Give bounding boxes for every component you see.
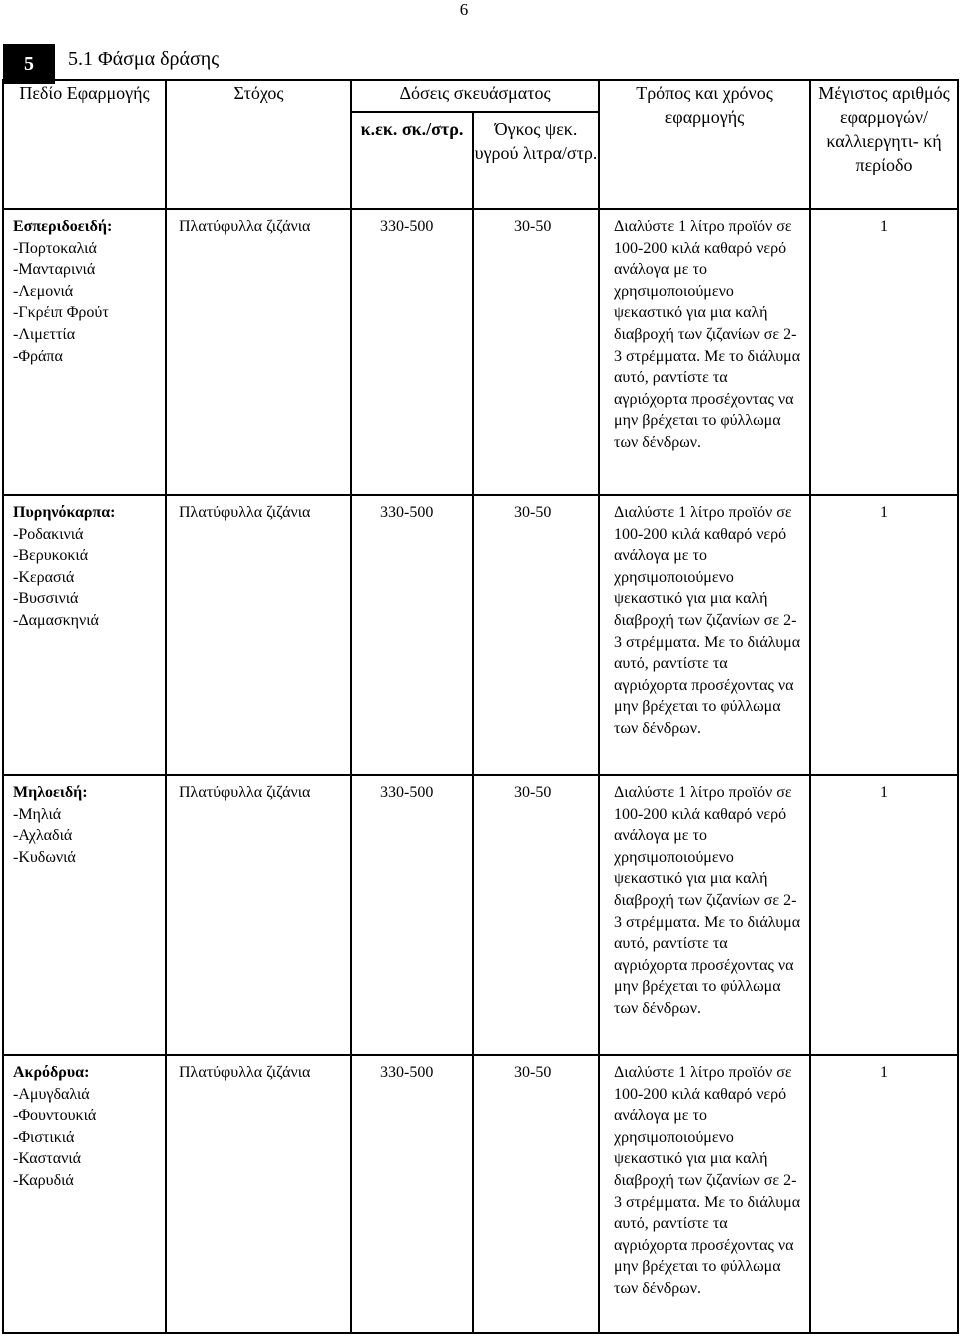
action-spectrum-table [2,79,959,1334]
crop-item: -Φράπα [13,347,63,365]
crop-item: -Κερασιά [13,568,75,586]
crop-item: -Καστανιά [13,1150,82,1168]
crop-item: -Φουντουκιά [13,1107,97,1125]
table-row [3,495,958,775]
max-applications-cell: 1 [810,1055,958,1333]
crop-item: -Αχλαδιά [13,827,73,845]
section-number-badge: 5 [3,44,55,84]
header-dose-per-stremma: κ.εκ. σκ./στρ. [351,112,473,209]
crop-item: -Βερυκοκιά [13,547,89,565]
crop-item: -Αμυγδαλιά [13,1085,90,1103]
max-applications-cell: 1 [810,495,958,775]
table-row [3,209,958,495]
crop-item: -Πορτοκαλιά [13,239,97,257]
max-applications-cell: 1 [810,209,958,495]
method-cell: Διαλύστε 1 λίτρο προϊόν σε 100-200 κιλά καθαρό νερό ανάλογα με το χρησιμοποιούμενο ψεκαστικό για μια καλή διαβροχή των ζιζανίων σε 2-3 στρέμματα. Με το διάλυμα αυτό, ραντίστε τα αγριόχορτα προσέχοντας να μην βρέχεται το φύλλωμα των δένδρων. [599,495,810,775]
crop-cell [3,1055,166,1333]
dose-cell: 330-500 [351,1055,473,1333]
table-row [3,1055,958,1333]
crop-item: -Δαμασκηνιά [13,611,99,629]
section-title: 5.1 Φάσμα δράσης [68,48,220,70]
crop-group-label: Ακρόδρυα: [13,1064,90,1081]
crop-item: -Βυσσινιά [13,590,79,608]
header-spray-volume: Όγκος ψεκ. υγρού λιτρα/στρ. [473,112,599,209]
crop-cell [3,209,166,495]
crop-group-label: Μηλοειδή: [13,784,88,801]
crop-item: -Μηλιά [13,805,62,823]
target-cell: Πλατύφυλλα ζιζάνια [166,209,351,495]
header-max-applications: Μέγιστος αριθμός εφαρμογών/ καλλιεργητι- κή περίοδο [810,80,958,209]
crop-item: -Καρυδιά [13,1171,74,1189]
crop-item: -Λιμεττία [13,325,76,343]
max-applications-cell: 1 [810,775,958,1055]
crop-item: -Λεμονιά [13,282,74,300]
crop-item: -Μανταρινιά [13,261,96,279]
dose-cell: 330-500 [351,495,473,775]
target-cell: Πλατύφυλλα ζιζάνια [166,1055,351,1333]
method-cell: Διαλύστε 1 λίτρο προϊόν σε 100-200 κιλά καθαρό νερό ανάλογα με το χρησιμοποιούμενο ψεκαστικό για μια καλή διαβροχή των ζιζανίων σε 2-3 στρέμματα. Με το διάλυμα αυτό, ραντίστε τα αγριόχορτα προσέχοντας να μην βρέχεται το φύλλωμα των δένδρων. [599,1055,810,1333]
crop-group-label: Εσπεριδοειδή: [13,218,113,235]
target-cell: Πλατύφυλλα ζιζάνια [166,495,351,775]
header-doses-group: Δόσεις σκευάσματος [351,80,599,112]
header-field: Πεδίο Εφαρμογής [3,80,166,209]
target-cell: Πλατύφυλλα ζιζάνια [166,775,351,1055]
crop-item: -Ροδακινιά [13,525,84,543]
spray-volume-cell: 30-50 [473,1055,599,1333]
header-target: Στόχος [166,80,351,209]
dose-cell: 330-500 [351,209,473,495]
method-cell: Διαλύστε 1 λίτρο προϊόν σε 100-200 κιλά καθαρό νερό ανάλογα με το χρησιμοποιούμενο ψεκαστικό για μια καλή διαβροχή των ζιζανίων σε 2-3 στρέμματα. Με το διάλυμα αυτό, ραντίστε τα αγριόχορτα προσέχοντας να μην βρέχεται το φύλλωμα των δένδρων. [599,775,810,1055]
spray-volume-cell: 30-50 [473,495,599,775]
crop-item: -Γκρέιπ Φρούτ [13,304,109,322]
crop-group-label: Πυρηνόκαρπα: [13,504,116,521]
table-row [3,775,958,1055]
spray-volume-cell: 30-50 [473,775,599,1055]
crop-item: -Φιστικιά [13,1128,75,1146]
dose-cell: 330-500 [351,775,473,1055]
crop-cell [3,775,166,1055]
page-number: 6 [459,0,469,19]
crop-cell [3,495,166,775]
crop-item: -Κυδωνιά [13,848,76,866]
spray-volume-cell: 30-50 [473,209,599,495]
method-cell: Διαλύστε 1 λίτρο προϊόν σε 100-200 κιλά καθαρό νερό ανάλογα με το χρησιμοποιούμενο ψεκαστικό για μια καλή διαβροχή των ζιζανίων σε 2-3 στρέμματα. Με το διάλυμα αυτό, ραντίστε τα αγριόχορτα προσέχοντας να μην βρέχεται το φύλλωμα των δένδρων. [599,209,810,495]
header-method: Τρόπος και χρόνος εφαρμογής [599,80,810,209]
